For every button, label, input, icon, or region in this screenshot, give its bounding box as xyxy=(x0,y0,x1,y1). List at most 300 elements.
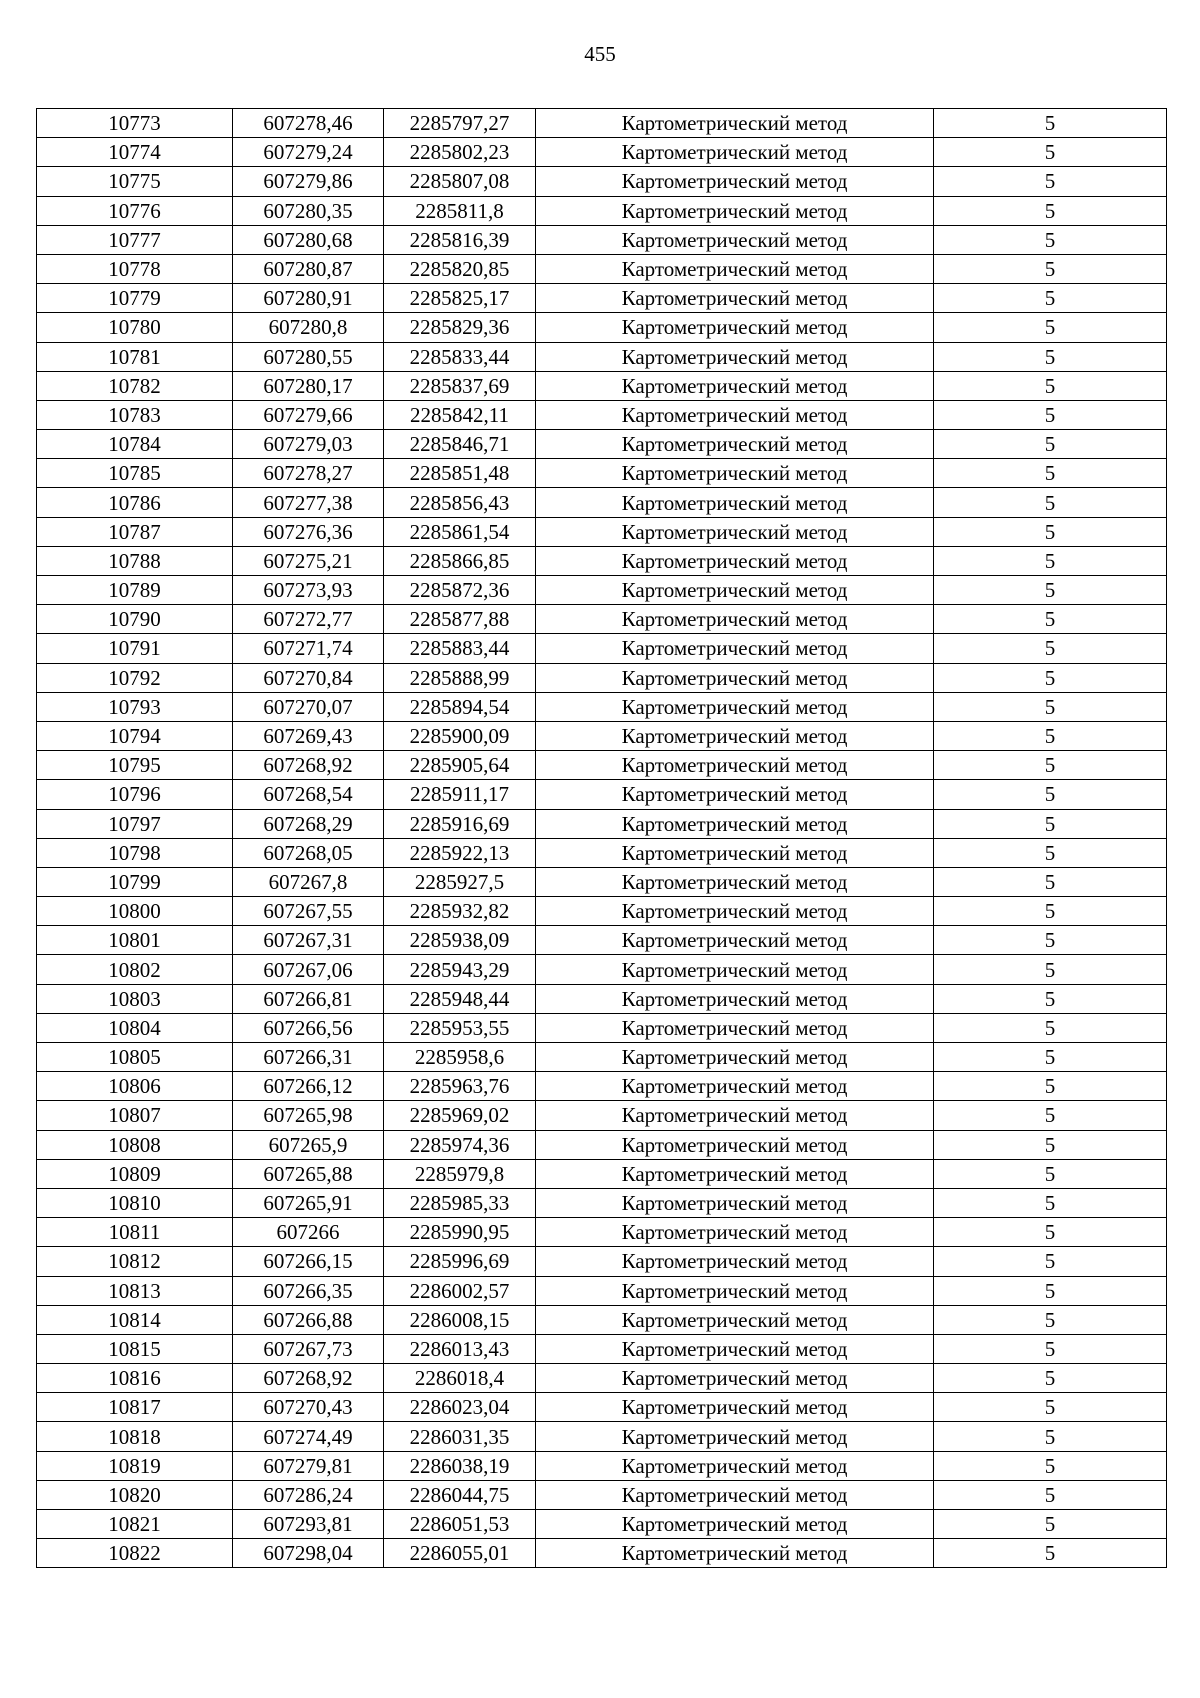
accuracy-cell: 5 xyxy=(934,546,1167,575)
table-row xyxy=(37,897,1167,926)
method-cell: Картометрический метод xyxy=(536,1451,934,1480)
method-cell: Картометрический метод xyxy=(536,1043,934,1072)
y-coordinate-cell: 2285888,99 xyxy=(384,663,536,692)
y-coordinate-cell: 2285979,8 xyxy=(384,1159,536,1188)
x-coordinate-cell: 607280,91 xyxy=(233,284,384,313)
method-cell: Картометрический метод xyxy=(536,605,934,634)
method-cell: Картометрический метод xyxy=(536,371,934,400)
method-cell: Картометрический метод xyxy=(536,692,934,721)
x-coordinate-cell: 607267,73 xyxy=(233,1334,384,1363)
accuracy-cell: 5 xyxy=(934,838,1167,867)
point-number-cell: 10814 xyxy=(37,1305,233,1334)
point-number-cell: 10809 xyxy=(37,1159,233,1188)
y-coordinate-cell: 2285866,85 xyxy=(384,546,536,575)
accuracy-cell: 5 xyxy=(934,1188,1167,1217)
point-number-cell: 10786 xyxy=(37,488,233,517)
x-coordinate-cell: 607279,81 xyxy=(233,1451,384,1480)
accuracy-cell: 5 xyxy=(934,926,1167,955)
x-coordinate-cell: 607280,17 xyxy=(233,371,384,400)
x-coordinate-cell: 607276,36 xyxy=(233,517,384,546)
accuracy-cell: 5 xyxy=(934,1364,1167,1393)
x-coordinate-cell: 607269,43 xyxy=(233,721,384,750)
y-coordinate-cell: 2285996,69 xyxy=(384,1247,536,1276)
x-coordinate-cell: 607268,54 xyxy=(233,780,384,809)
x-coordinate-cell: 607266 xyxy=(233,1218,384,1247)
table-row xyxy=(37,926,1167,955)
x-coordinate-cell: 607280,68 xyxy=(233,225,384,254)
table-row xyxy=(37,371,1167,400)
y-coordinate-cell: 2285943,29 xyxy=(384,955,536,984)
point-number-cell: 10777 xyxy=(37,225,233,254)
y-coordinate-cell: 2285825,17 xyxy=(384,284,536,313)
accuracy-cell: 5 xyxy=(934,984,1167,1013)
point-number-cell: 10799 xyxy=(37,867,233,896)
table-row xyxy=(37,488,1167,517)
point-number-cell: 10815 xyxy=(37,1334,233,1363)
accuracy-cell: 5 xyxy=(934,313,1167,342)
method-cell: Картометрический метод xyxy=(536,196,934,225)
method-cell: Картометрический метод xyxy=(536,459,934,488)
x-coordinate-cell: 607279,86 xyxy=(233,167,384,196)
page-number: 455 xyxy=(584,42,616,66)
x-coordinate-cell: 607293,81 xyxy=(233,1510,384,1539)
accuracy-cell: 5 xyxy=(934,167,1167,196)
method-cell: Картометрический метод xyxy=(536,488,934,517)
method-cell: Картометрический метод xyxy=(536,1364,934,1393)
y-coordinate-cell: 2285842,11 xyxy=(384,400,536,429)
accuracy-cell: 5 xyxy=(934,459,1167,488)
accuracy-cell: 5 xyxy=(934,1043,1167,1072)
accuracy-cell: 5 xyxy=(934,109,1167,138)
point-number-cell: 10808 xyxy=(37,1130,233,1159)
point-number-cell: 10803 xyxy=(37,984,233,1013)
point-number-cell: 10819 xyxy=(37,1451,233,1480)
table-row xyxy=(37,1510,1167,1539)
accuracy-cell: 5 xyxy=(934,780,1167,809)
accuracy-cell: 5 xyxy=(934,1276,1167,1305)
table-row xyxy=(37,342,1167,371)
accuracy-cell: 5 xyxy=(934,371,1167,400)
y-coordinate-cell: 2285985,33 xyxy=(384,1188,536,1217)
point-number-cell: 10795 xyxy=(37,751,233,780)
point-number-cell: 10788 xyxy=(37,546,233,575)
point-number-cell: 10784 xyxy=(37,430,233,459)
point-number-cell: 10822 xyxy=(37,1539,233,1568)
point-number-cell: 10797 xyxy=(37,809,233,838)
x-coordinate-cell: 607271,74 xyxy=(233,634,384,663)
accuracy-cell: 5 xyxy=(934,1422,1167,1451)
y-coordinate-cell: 2285851,48 xyxy=(384,459,536,488)
y-coordinate-cell: 2285807,08 xyxy=(384,167,536,196)
x-coordinate-cell: 607268,92 xyxy=(233,1364,384,1393)
y-coordinate-cell: 2285911,17 xyxy=(384,780,536,809)
method-cell: Картометрический метод xyxy=(536,138,934,167)
y-coordinate-cell: 2286013,43 xyxy=(384,1334,536,1363)
y-coordinate-cell: 2285816,39 xyxy=(384,225,536,254)
table-row xyxy=(37,955,1167,984)
method-cell: Картометрический метод xyxy=(536,225,934,254)
y-coordinate-cell: 2285811,8 xyxy=(384,196,536,225)
x-coordinate-cell: 607280,87 xyxy=(233,254,384,283)
accuracy-cell: 5 xyxy=(934,1159,1167,1188)
accuracy-cell: 5 xyxy=(934,955,1167,984)
table-row xyxy=(37,1334,1167,1363)
point-number-cell: 10781 xyxy=(37,342,233,371)
y-coordinate-cell: 2285932,82 xyxy=(384,897,536,926)
point-number-cell: 10785 xyxy=(37,459,233,488)
table-row xyxy=(37,692,1167,721)
x-coordinate-cell: 607280,8 xyxy=(233,313,384,342)
point-number-cell: 10804 xyxy=(37,1013,233,1042)
y-coordinate-cell: 2285927,5 xyxy=(384,867,536,896)
accuracy-cell: 5 xyxy=(934,1393,1167,1422)
accuracy-cell: 5 xyxy=(934,284,1167,313)
table-row xyxy=(37,284,1167,313)
point-number-cell: 10801 xyxy=(37,926,233,955)
method-cell: Картометрический метод xyxy=(536,1159,934,1188)
method-cell: Картометрический метод xyxy=(536,838,934,867)
table-row xyxy=(37,751,1167,780)
y-coordinate-cell: 2286038,19 xyxy=(384,1451,536,1480)
x-coordinate-cell: 607266,12 xyxy=(233,1072,384,1101)
accuracy-cell: 5 xyxy=(934,225,1167,254)
method-cell: Картометрический метод xyxy=(536,284,934,313)
method-cell: Картометрический метод xyxy=(536,313,934,342)
table-row xyxy=(37,634,1167,663)
x-coordinate-cell: 607270,07 xyxy=(233,692,384,721)
point-number-cell: 10794 xyxy=(37,721,233,750)
x-coordinate-cell: 607270,43 xyxy=(233,1393,384,1422)
y-coordinate-cell: 2286044,75 xyxy=(384,1480,536,1509)
point-number-cell: 10806 xyxy=(37,1072,233,1101)
method-cell: Картометрический метод xyxy=(536,576,934,605)
accuracy-cell: 5 xyxy=(934,1130,1167,1159)
table-row xyxy=(37,1188,1167,1217)
point-number-cell: 10798 xyxy=(37,838,233,867)
y-coordinate-cell: 2285833,44 xyxy=(384,342,536,371)
point-number-cell: 10775 xyxy=(37,167,233,196)
y-coordinate-cell: 2285872,36 xyxy=(384,576,536,605)
point-number-cell: 10821 xyxy=(37,1510,233,1539)
table-row xyxy=(37,1159,1167,1188)
accuracy-cell: 5 xyxy=(934,867,1167,896)
table-row xyxy=(37,984,1167,1013)
x-coordinate-cell: 607298,04 xyxy=(233,1539,384,1568)
table-row xyxy=(37,605,1167,634)
y-coordinate-cell: 2285990,95 xyxy=(384,1218,536,1247)
table-row xyxy=(37,1101,1167,1130)
y-coordinate-cell: 2285974,36 xyxy=(384,1130,536,1159)
y-coordinate-cell: 2286055,01 xyxy=(384,1539,536,1568)
table-row xyxy=(37,196,1167,225)
table-row xyxy=(37,1072,1167,1101)
method-cell: Картометрический метод xyxy=(536,1422,934,1451)
point-number-cell: 10805 xyxy=(37,1043,233,1072)
accuracy-cell: 5 xyxy=(934,517,1167,546)
x-coordinate-cell: 607268,29 xyxy=(233,809,384,838)
x-coordinate-cell: 607279,66 xyxy=(233,400,384,429)
x-coordinate-cell: 607266,35 xyxy=(233,1276,384,1305)
accuracy-cell: 5 xyxy=(934,809,1167,838)
x-coordinate-cell: 607265,88 xyxy=(233,1159,384,1188)
table-row xyxy=(37,1013,1167,1042)
method-cell: Картометрический метод xyxy=(536,867,934,896)
method-cell: Картометрический метод xyxy=(536,517,934,546)
accuracy-cell: 5 xyxy=(934,430,1167,459)
x-coordinate-cell: 607275,21 xyxy=(233,546,384,575)
x-coordinate-cell: 607265,91 xyxy=(233,1188,384,1217)
point-number-cell: 10790 xyxy=(37,605,233,634)
table-row xyxy=(37,1218,1167,1247)
accuracy-cell: 5 xyxy=(934,138,1167,167)
method-cell: Картометрический метод xyxy=(536,1305,934,1334)
y-coordinate-cell: 2285938,09 xyxy=(384,926,536,955)
point-number-cell: 10810 xyxy=(37,1188,233,1217)
accuracy-cell: 5 xyxy=(934,634,1167,663)
x-coordinate-cell: 607272,77 xyxy=(233,605,384,634)
y-coordinate-cell: 2285916,69 xyxy=(384,809,536,838)
table-row xyxy=(37,1451,1167,1480)
y-coordinate-cell: 2286008,15 xyxy=(384,1305,536,1334)
y-coordinate-cell: 2285820,85 xyxy=(384,254,536,283)
accuracy-cell: 5 xyxy=(934,1510,1167,1539)
accuracy-cell: 5 xyxy=(934,1013,1167,1042)
method-cell: Картометрический метод xyxy=(536,751,934,780)
table-row xyxy=(37,838,1167,867)
y-coordinate-cell: 2285883,44 xyxy=(384,634,536,663)
accuracy-cell: 5 xyxy=(934,897,1167,926)
point-number-cell: 10778 xyxy=(37,254,233,283)
method-cell: Картометрический метод xyxy=(536,1218,934,1247)
table-row xyxy=(37,138,1167,167)
point-number-cell: 10817 xyxy=(37,1393,233,1422)
point-number-cell: 10811 xyxy=(37,1218,233,1247)
x-coordinate-cell: 607286,24 xyxy=(233,1480,384,1509)
accuracy-cell: 5 xyxy=(934,692,1167,721)
y-coordinate-cell: 2285797,27 xyxy=(384,109,536,138)
table-row xyxy=(37,225,1167,254)
x-coordinate-cell: 607268,92 xyxy=(233,751,384,780)
method-cell: Картометрический метод xyxy=(536,1393,934,1422)
method-cell: Картометрический метод xyxy=(536,1130,934,1159)
table-row xyxy=(37,780,1167,809)
y-coordinate-cell: 2285877,88 xyxy=(384,605,536,634)
y-coordinate-cell: 2285802,23 xyxy=(384,138,536,167)
point-number-cell: 10792 xyxy=(37,663,233,692)
point-number-cell: 10793 xyxy=(37,692,233,721)
table-row xyxy=(37,867,1167,896)
method-cell: Картометрический метод xyxy=(536,254,934,283)
x-coordinate-cell: 607278,27 xyxy=(233,459,384,488)
table-row xyxy=(37,1247,1167,1276)
method-cell: Картометрический метод xyxy=(536,926,934,955)
table-row xyxy=(37,1276,1167,1305)
method-cell: Картометрический метод xyxy=(536,1539,934,1568)
accuracy-cell: 5 xyxy=(934,342,1167,371)
accuracy-cell: 5 xyxy=(934,721,1167,750)
y-coordinate-cell: 2285948,44 xyxy=(384,984,536,1013)
x-coordinate-cell: 607273,93 xyxy=(233,576,384,605)
y-coordinate-cell: 2285922,13 xyxy=(384,838,536,867)
point-number-cell: 10780 xyxy=(37,313,233,342)
method-cell: Картометрический метод xyxy=(536,1510,934,1539)
accuracy-cell: 5 xyxy=(934,605,1167,634)
accuracy-cell: 5 xyxy=(934,488,1167,517)
x-coordinate-cell: 607266,56 xyxy=(233,1013,384,1042)
point-number-cell: 10818 xyxy=(37,1422,233,1451)
method-cell: Картометрический метод xyxy=(536,1247,934,1276)
table-row xyxy=(37,1539,1167,1568)
table-row xyxy=(37,1480,1167,1509)
accuracy-cell: 5 xyxy=(934,196,1167,225)
y-coordinate-cell: 2285958,6 xyxy=(384,1043,536,1072)
x-coordinate-cell: 607277,38 xyxy=(233,488,384,517)
y-coordinate-cell: 2285829,36 xyxy=(384,313,536,342)
point-number-cell: 10800 xyxy=(37,897,233,926)
method-cell: Картометрический метод xyxy=(536,809,934,838)
method-cell: Картометрический метод xyxy=(536,780,934,809)
y-coordinate-cell: 2286023,04 xyxy=(384,1393,536,1422)
x-coordinate-cell: 607280,55 xyxy=(233,342,384,371)
y-coordinate-cell: 2285856,43 xyxy=(384,488,536,517)
method-cell: Картометрический метод xyxy=(536,1188,934,1217)
table-row xyxy=(37,1393,1167,1422)
table-row xyxy=(37,517,1167,546)
x-coordinate-cell: 607279,03 xyxy=(233,430,384,459)
method-cell: Картометрический метод xyxy=(536,109,934,138)
table-row xyxy=(37,1043,1167,1072)
accuracy-cell: 5 xyxy=(934,1451,1167,1480)
point-number-cell: 10774 xyxy=(37,138,233,167)
accuracy-cell: 5 xyxy=(934,1480,1167,1509)
accuracy-cell: 5 xyxy=(934,1305,1167,1334)
method-cell: Картометрический метод xyxy=(536,663,934,692)
table-row xyxy=(37,167,1167,196)
table-row xyxy=(37,1364,1167,1393)
method-cell: Картометрический метод xyxy=(536,400,934,429)
method-cell: Картометрический метод xyxy=(536,634,934,663)
method-cell: Картометрический метод xyxy=(536,721,934,750)
point-number-cell: 10820 xyxy=(37,1480,233,1509)
method-cell: Картометрический метод xyxy=(536,1276,934,1305)
y-coordinate-cell: 2285837,69 xyxy=(384,371,536,400)
x-coordinate-cell: 607267,06 xyxy=(233,955,384,984)
x-coordinate-cell: 607267,55 xyxy=(233,897,384,926)
table-row xyxy=(37,1422,1167,1451)
x-coordinate-cell: 607268,05 xyxy=(233,838,384,867)
x-coordinate-cell: 607265,9 xyxy=(233,1130,384,1159)
y-coordinate-cell: 2286002,57 xyxy=(384,1276,536,1305)
point-number-cell: 10791 xyxy=(37,634,233,663)
method-cell: Картометрический метод xyxy=(536,430,934,459)
accuracy-cell: 5 xyxy=(934,576,1167,605)
table-row xyxy=(37,663,1167,692)
table-row xyxy=(37,1305,1167,1334)
table-row xyxy=(37,1130,1167,1159)
x-coordinate-cell: 607274,49 xyxy=(233,1422,384,1451)
table-row xyxy=(37,809,1167,838)
table-row xyxy=(37,430,1167,459)
y-coordinate-cell: 2285861,54 xyxy=(384,517,536,546)
method-cell: Картометрический метод xyxy=(536,167,934,196)
table-row xyxy=(37,313,1167,342)
y-coordinate-cell: 2285894,54 xyxy=(384,692,536,721)
table-row xyxy=(37,254,1167,283)
table-row xyxy=(37,459,1167,488)
point-number-cell: 10782 xyxy=(37,371,233,400)
method-cell: Картометрический метод xyxy=(536,342,934,371)
y-coordinate-cell: 2286018,4 xyxy=(384,1364,536,1393)
method-cell: Картометрический метод xyxy=(536,984,934,1013)
y-coordinate-cell: 2286031,35 xyxy=(384,1422,536,1451)
y-coordinate-cell: 2285846,71 xyxy=(384,430,536,459)
x-coordinate-cell: 607267,31 xyxy=(233,926,384,955)
x-coordinate-cell: 607279,24 xyxy=(233,138,384,167)
method-cell: Картометрический метод xyxy=(536,1334,934,1363)
point-number-cell: 10779 xyxy=(37,284,233,313)
x-coordinate-cell: 607265,98 xyxy=(233,1101,384,1130)
point-number-cell: 10783 xyxy=(37,400,233,429)
table-row xyxy=(37,721,1167,750)
accuracy-cell: 5 xyxy=(934,1218,1167,1247)
point-number-cell: 10816 xyxy=(37,1364,233,1393)
y-coordinate-cell: 2285969,02 xyxy=(384,1101,536,1130)
coordinates-table xyxy=(36,108,1167,1568)
accuracy-cell: 5 xyxy=(934,663,1167,692)
accuracy-cell: 5 xyxy=(934,1101,1167,1130)
method-cell: Картометрический метод xyxy=(536,1101,934,1130)
point-number-cell: 10776 xyxy=(37,196,233,225)
point-number-cell: 10773 xyxy=(37,109,233,138)
x-coordinate-cell: 607267,8 xyxy=(233,867,384,896)
x-coordinate-cell: 607280,35 xyxy=(233,196,384,225)
method-cell: Картометрический метод xyxy=(536,546,934,575)
accuracy-cell: 5 xyxy=(934,1334,1167,1363)
table-row xyxy=(37,400,1167,429)
table-row xyxy=(37,109,1167,138)
accuracy-cell: 5 xyxy=(934,751,1167,780)
accuracy-cell: 5 xyxy=(934,254,1167,283)
x-coordinate-cell: 607266,88 xyxy=(233,1305,384,1334)
accuracy-cell: 5 xyxy=(934,1539,1167,1568)
y-coordinate-cell: 2285963,76 xyxy=(384,1072,536,1101)
point-number-cell: 10789 xyxy=(37,576,233,605)
method-cell: Картометрический метод xyxy=(536,897,934,926)
y-coordinate-cell: 2285905,64 xyxy=(384,751,536,780)
point-number-cell: 10807 xyxy=(37,1101,233,1130)
point-number-cell: 10787 xyxy=(37,517,233,546)
x-coordinate-cell: 607278,46 xyxy=(233,109,384,138)
coordinates-table-body xyxy=(37,109,1167,1568)
accuracy-cell: 5 xyxy=(934,1247,1167,1276)
table-row xyxy=(37,546,1167,575)
table-row xyxy=(37,576,1167,605)
accuracy-cell: 5 xyxy=(934,1072,1167,1101)
point-number-cell: 10802 xyxy=(37,955,233,984)
y-coordinate-cell: 2286051,53 xyxy=(384,1510,536,1539)
method-cell: Картометрический метод xyxy=(536,1072,934,1101)
point-number-cell: 10813 xyxy=(37,1276,233,1305)
x-coordinate-cell: 607270,84 xyxy=(233,663,384,692)
method-cell: Картометрический метод xyxy=(536,1480,934,1509)
x-coordinate-cell: 607266,31 xyxy=(233,1043,384,1072)
point-number-cell: 10812 xyxy=(37,1247,233,1276)
x-coordinate-cell: 607266,15 xyxy=(233,1247,384,1276)
accuracy-cell: 5 xyxy=(934,400,1167,429)
method-cell: Картометрический метод xyxy=(536,1013,934,1042)
y-coordinate-cell: 2285953,55 xyxy=(384,1013,536,1042)
y-coordinate-cell: 2285900,09 xyxy=(384,721,536,750)
